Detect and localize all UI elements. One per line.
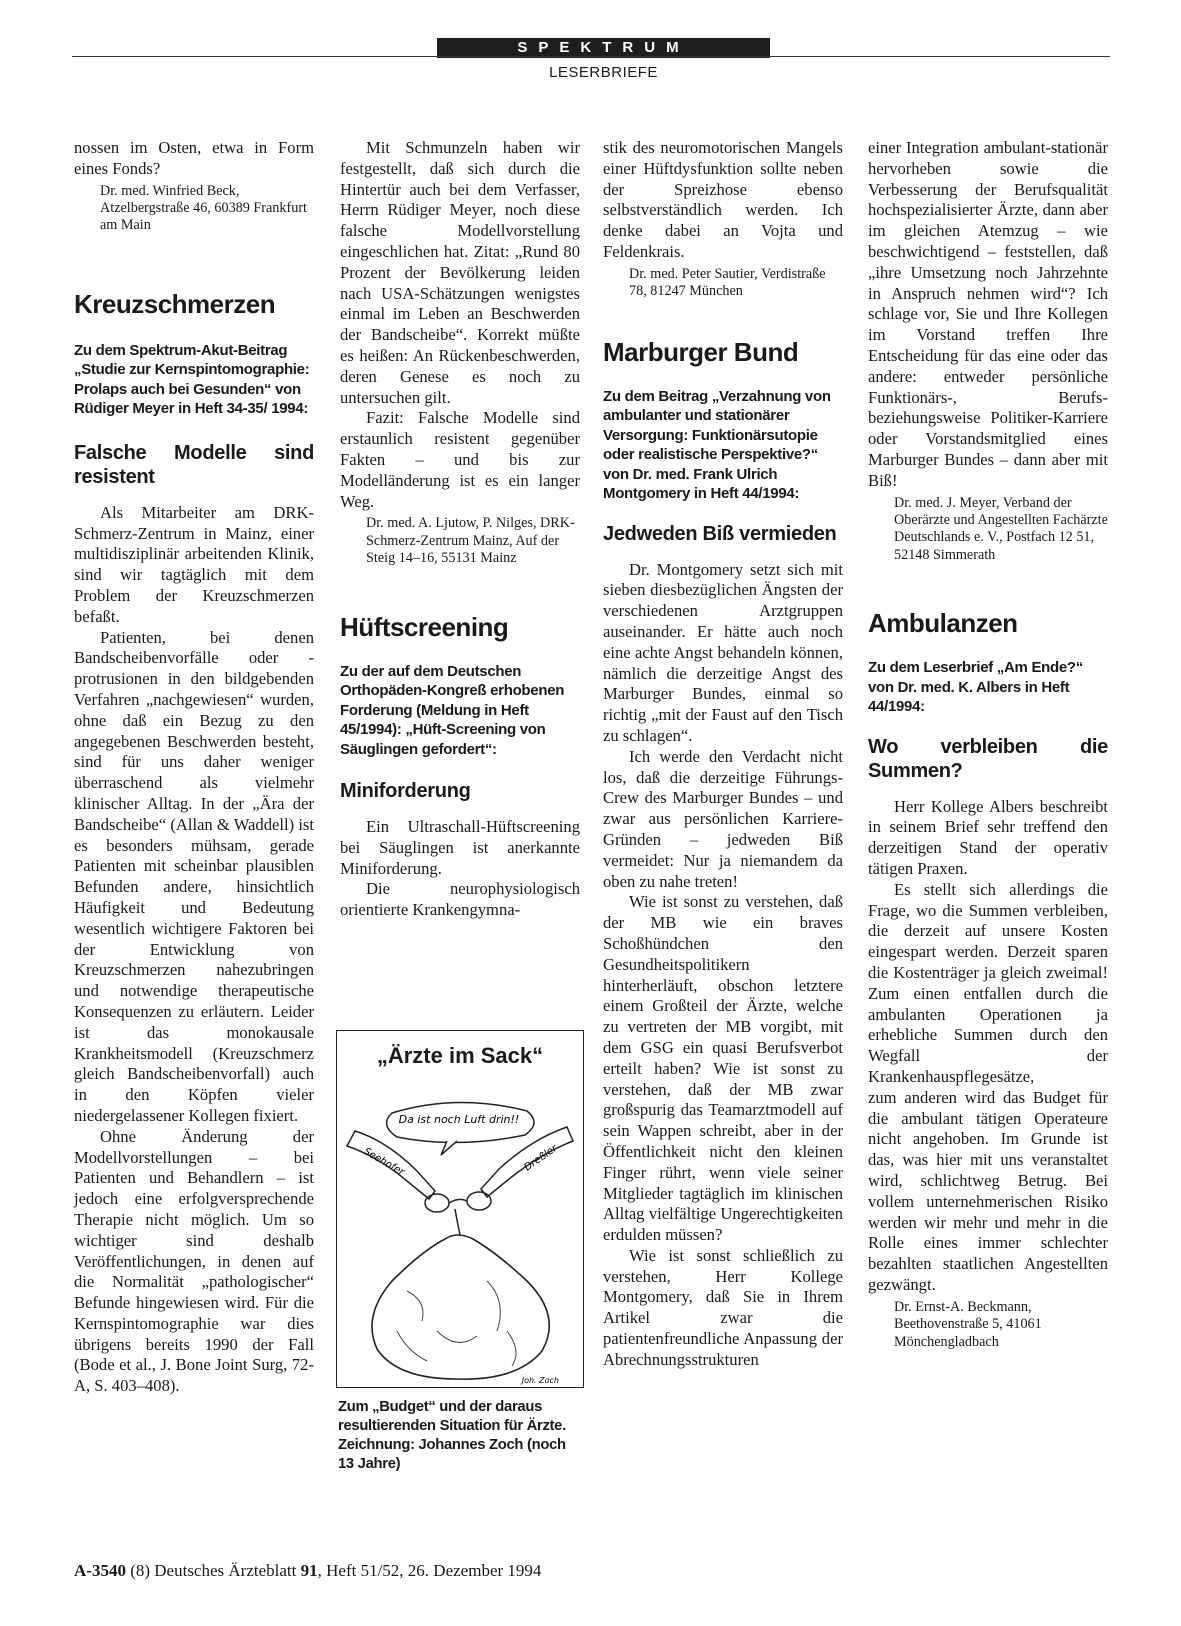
letter-title: Miniforderung (340, 780, 471, 803)
letter-text: Als Mitarbeiter am DRK-Schmerz-Zentrum in Mainz, einer multidisziplinär arbeitenden Klinik, sind wir tagtäglich mit dem Problem der Kreuzschmerzen befaßt. (74, 502, 314, 626)
column-4 (868, 138, 1108, 1351)
letter-text: Die neurophysiologisch orientierte Krankengymna- (340, 879, 580, 920)
column-1 (74, 138, 314, 1397)
letter-signature: Dr. Ernst-A. Beckmann, Beethovenstraße 5, 41061 Mönchengladbach (894, 1298, 1042, 1350)
letter-text: Ohne Änderung der Modellvorstellungen – bei Patienten und Behandlern – ist jedoch eine erfolgversprechende Therapie nicht möglich. Um so wichtiger sind deshalb Veröffentlichungen, in denen auf die Normalität „pathologischer“ Befunde hingewiesen wird. Für die Kernspintomographie war dies übrigens bereits 1990 der Fall (Bode et al., J. Bone Joint Surg, 72-A, S. 403–408). (74, 1126, 314, 1396)
letter-reference: Zu dem Leserbrief „Am Ende?“ von Dr. med. K. Albers in Heft 44/1994: (868, 659, 1083, 716)
topic-heading: Marburger Bund (603, 336, 799, 367)
letter-text: Herr Kollege Albers beschreibt in seinem Brief sehr treffend den derzeitigen Stand der operativ tätigen Praxen. (868, 796, 1108, 879)
cartoon-drawing (337, 1031, 582, 1389)
letter-text: Mit Schmunzeln haben wir festgestellt, daß sich durch die Hintertür auch bei dem Verfasser, Herrn Rüdiger Meyer, noch diese falsche Modellvorstellung eingeschlichen hat. Zitat: „Rund 80 Prozent der Bevölkerung leiden nach USA-Schätzungen wenigstes einmal im Leben an Beschwerden der Bandscheibe“. Korrekt müßte es heißen: An Rückenbeschwerden, deren Genese es noch zu untersuchen gilt. (340, 138, 580, 407)
header-rule (72, 56, 1110, 57)
letter-reference: Zu der auf dem Deutschen Orthopäden-Kongreß erhobenen Forderung (Meldung in Heft 45/1994): „Hüft-Screening von Säuglingen gefordert“: (340, 662, 565, 758)
letter-text: Wie ist sonst zu verstehen, daß der MB wie ein braves Schoßhündchen den Gesundheitspolitikern hinterherläuft, obschon letztere einem Großteil der Ärzte, welche zu vertreten der MB vorgibt, mit dem GSG ein quasi Berufsverbot erteilt haben? Wie ist sonst zu verstehen, daß der MB zwar großspurig das Teamarztmodell auf sein Wappen schreibt, aber in der Öffentlichkeit nicht den kleinen Finger rührt, wenn viele seiner Mitglieder tagtäglich im klinischen Alltag vielfältige Ungerechtigkeiten erdulden müssen? (603, 892, 843, 1245)
topic-heading: Hüftscreening (340, 611, 509, 642)
letter-text: Dr. Montgomery setzt sich mit sieben diesbezüglichen Ängsten der verschiedenen Arztgruppen auseinander. Er hätte auch noch eine achte Angst behandeln können, nämlich die derzeitige Angst des Marburger Bundes, einmal so richtig „mit der Faust auf den Tisch zu schlagen“. (603, 559, 843, 745)
letter-text: stik des neuromotorischen Mangels einer Hüftdysfunktion sollte neben der Spreizhose ebenso selbstverständlich werden. Ich denke dabei an Vojta und Feldenkrais. (603, 138, 843, 261)
letter-title: Jedweden Biß vermieden (603, 522, 837, 545)
letter-signature: Dr. med. Winfried Beck, Atzelbergstraße 46, 60389 Frankfurt am Main (100, 182, 307, 234)
letter-signature: Dr. med. Peter Sautier, Verdistraße 78, 81247 München (629, 265, 826, 300)
footer-text: (8) Deutsches Ärzteblatt (125, 1561, 301, 1580)
cartoon-artist-signature: Joh. Zoch (521, 1376, 559, 1385)
section-subheader: LESERBRIEFE (549, 64, 658, 81)
letter-title: Wo verbleiben die Summen? (868, 735, 1108, 782)
letter-text: einer Integration ambulant-stationär hervorheben sowie die Verbesserung der Berufsqualität hochspezialisierter Ärzte, dann aber im gleichen Atemzug – wie beschwichtigend – feststellen, daß „ihre Umsetzung noch Jahrzehnte in Anspruch nehmen wird“? Ich schlage vor, Sie und Ihre Kollegen im Vorstand treffen Ihre Entscheidung für das eine oder das andere: entweder persönliche Funktionärs-, Berufs- beziehungsweise Politiker-Karriere oder Vorstandsmitglied eines Marburger Bundes – dann aber mit Biß! (868, 138, 1108, 490)
volume-number: 91 (300, 1561, 318, 1580)
letter-text: nossen im Osten, etwa in Form eines Fonds? (74, 138, 314, 178)
letter-signature: Dr. med. J. Meyer, Verband der Oberärzte und Angestellten Fachärzte Deutschlands e. V., Postfach 12 51, 52148 Simmerath (894, 494, 1108, 563)
section-header: SPEKTRUM (437, 38, 770, 58)
page-footer (74, 1561, 541, 1581)
cartoon-caption: Zum „Budget“ und der daraus resultierenden Situation für Ärzte. Zeichnung: Johannes Zoch (noch 13 Jahre) (338, 1399, 566, 1472)
cartoon-title: „Ärzte im Sack“ (376, 1043, 544, 1068)
footer-text: , Heft 51/52, 26. Dezember 1994 (317, 1561, 542, 1580)
page-number: A-3540 (74, 1561, 126, 1580)
left-hand-label: Seehofer (361, 1146, 406, 1179)
letter-text: Es stellt sich allerdings die Frage, wo die Summen verbleiben, die derzeit auf unsere Kosten eingespart werden. Derzeit sparen die Kostenträger ja gleich zweimal! Zum einen entfallen durch die ambulanten Operationen ja erhebliche Summen durch den Wegfall der Krankenhauspflegesätze, (868, 879, 1108, 1087)
cartoon-illustration (336, 1030, 584, 1388)
letter-text: zum anderen wird das Budget für die ambulant tätigen Operateure nicht angehoben. Im Grunde ist das, was hier mit uns veranstaltet wird, schlichtweg Betrug. Bei vollem unternehmerischen Risiko werden wir mehr und mehr in die Rolle eines immer schlechter bezahlten staatlichen Angestellten gezwängt. (868, 1087, 1108, 1294)
topic-heading: Ambulanzen (868, 608, 1018, 639)
letter-text: Patienten, bei denen Bandscheibenvorfälle oder -protrusionen in den bildgebenden Verfahren „nachgewiesen“ wurden, ohne daß ein Bezug zu den angegebenen Beschwerden besteht, sind für uns daher weniger überraschend als vielmehr klinischer Alltag. In der „Ära der Bandscheibe“ (Allan & Waddell) ist es besonders mühsam, gerade Patienten mit scheinbar plausiblen Befunden andere, hinsichtlich Häufigkeit und Bedeutung wesentlich wichtigere Faktoren bei der Entwicklung von Kreuzschmerzen nahezubringen und notwendige therapeutische Konsequenzen zu erläutern. Leider ist das monokausale Krankheitsmodell (Kreuzschmerz gleich Bandscheibenvorfall) auch in den Köpfen vieler niedergelassener Kollegen fixiert. (74, 627, 314, 1125)
letter-text: Ein Ultraschall-Hüftscreening bei Säuglingen ist anerkannte Miniforderung. (340, 817, 580, 878)
letter-reference: Zu dem Spektrum-Akut-Beitrag „Studie zur Kernspintomographie: Prolaps auch bei Gesunden“ von Rüdiger Meyer in Heft 34-35/ 1994: (74, 341, 310, 418)
column-3 (603, 138, 843, 1371)
letter-text: Wie ist sonst schließlich zu verstehen, Herr Kollege Montgomery, daß Sie in Ihrem Artikel zwar die patientenfreundliche Anpassung der Abrechnungsstrukturen (603, 1245, 843, 1369)
letter-text: Fazit: Falsche Modelle sind erstaunlich resistent gegenüber Fakten – und bis zur Modelländerung ist es ein langer Weg. (340, 408, 580, 511)
letter-title: Falsche Modelle sind resistent (74, 441, 314, 488)
cartoon-bubble: Da ist noch Luft drin!! (398, 1113, 520, 1126)
letter-signature: Dr. med. A. Ljutow, P. Nilges, DRK-Schmerz-Zentrum Mainz, Auf der Steig 14–16, 55131 Mainz (366, 515, 575, 567)
letter-text: Ich werde den Verdacht nicht los, daß die derzeitige Führungs-Crew des Marburger Bundes – und zwar aus persönlichen Karriere-Gründen – jedweden Biß vermeidet: Nur ja niemandem da oben zu nahe treten! (603, 746, 843, 891)
column-2 (340, 138, 580, 921)
topic-heading: Kreuzschmerzen (74, 288, 276, 319)
right-hand-label: Dreßler (522, 1143, 560, 1174)
letter-reference: Zu dem Beitrag „Verzahnung von ambulanter und stationärer Versorgung: Funktionärsutopie oder realistische Perspektive?“ von Dr. med. Frank Ulrich Montgomery in Heft 44/1994: (603, 387, 831, 503)
